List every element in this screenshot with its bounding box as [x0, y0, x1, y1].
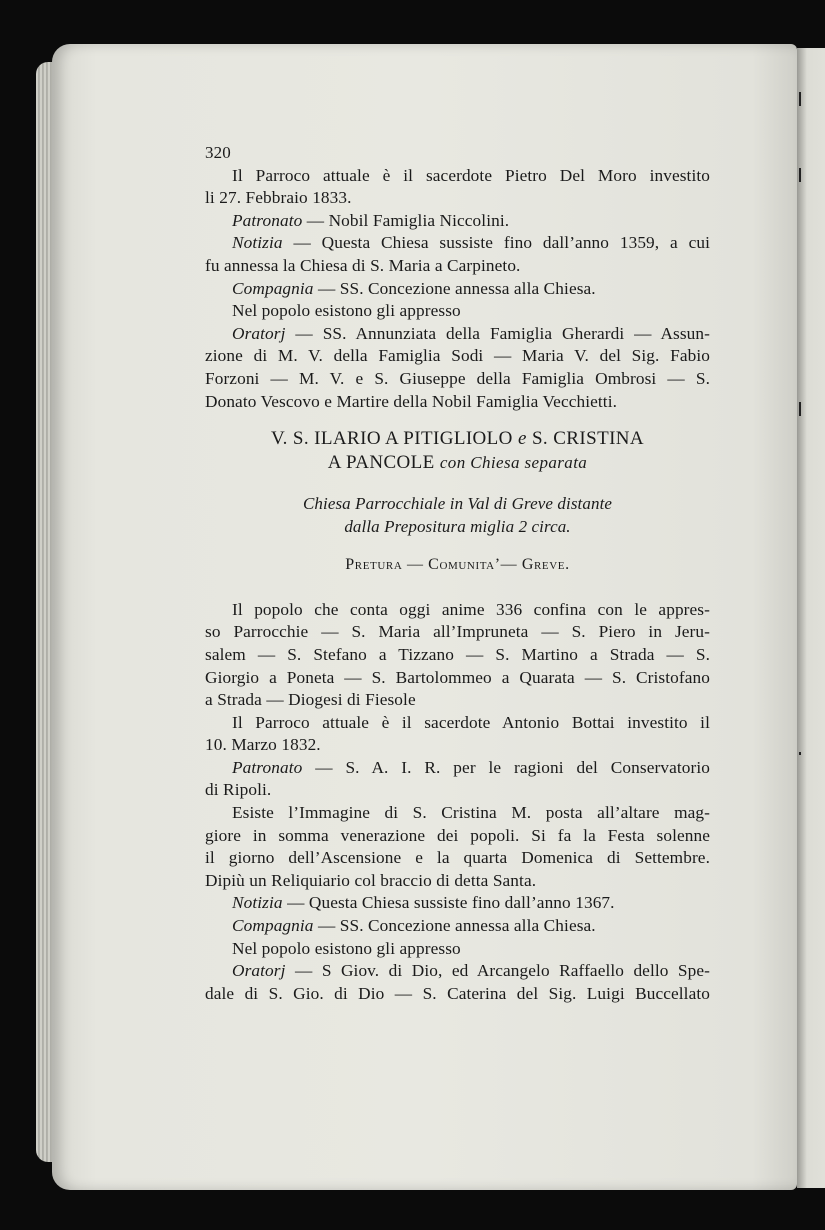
text-line: salem — S. Stefano a Tizzano — S. Martino a Strada — S.: [205, 644, 710, 664]
facing-page-edge: [797, 48, 825, 1188]
page-text: [205, 142, 710, 1005]
text-line: Notizia — Questa Chiesa sussiste fino dall’anno 1359, a cui: [232, 233, 710, 253]
text-line: Notizia — Questa Chiesa sussiste fino dall’anno 1367.: [232, 893, 615, 913]
text-line: Il Parroco attuale è il sacerdote Antonio Bottai investito il: [232, 712, 710, 732]
text-line: Patronato — S. A. I. R. per le ragioni del Conservatorio: [232, 757, 710, 777]
text-line: Dipiù un Reliquiario col braccio di detta Santa.: [205, 870, 537, 890]
gutter-mark: [799, 752, 801, 755]
text-line: Donato Vescovo e Martire della Nobil Famiglia Vecchietti.: [205, 391, 618, 411]
gutter-mark: [799, 168, 801, 182]
text-line: Nel popolo esistono gli appresso: [232, 938, 461, 958]
text-line: Compagnia — SS. Concezione annessa alla Chiesa.: [232, 916, 596, 936]
text-line: il giorno dell’Ascensione e la quarta Domenica di Settembre.: [205, 848, 710, 868]
gutter-mark: [799, 92, 801, 106]
label-patronato: Patronato: [232, 210, 303, 230]
text-line: li 27. Febbraio 1833.: [205, 188, 352, 208]
jurisdiction-line: Pretura — Comunita’— Greve.: [345, 556, 570, 574]
text-line: Esiste l’Immagine di S. Cristina M. posta all’altare mag-: [232, 803, 710, 823]
page-number: 320: [205, 143, 231, 162]
label-oratorj: Oratorj: [232, 323, 286, 343]
text-line: so Parrocchie — S. Maria all’Impruneta — S. Piero in Jeru-: [205, 622, 710, 642]
text-line: Nel popolo esistono gli appresso: [232, 301, 461, 321]
section-subheading: Chiesa Parrocchiale in Val di Greve distante dalla Prepositura miglia 2 circa.: [302, 494, 613, 537]
label-notizia: Notizia: [232, 233, 283, 253]
section-heading: V. S. ILARIO A PITIGLIOLO e S. CRISTINA A PANCOLE con Chiesa separata: [270, 428, 645, 474]
text-line: Il popolo che conta oggi anime 336 confina con le appres-: [232, 599, 710, 619]
text-line: Patronato — Nobil Famiglia Niccolini.: [232, 210, 510, 230]
text-line: a Strada — Diogesi di Fiesole: [205, 690, 416, 710]
text-line: dale di S. Gio. di Dio — S. Caterina del Sig. Luigi Buccellato: [205, 983, 710, 1003]
text-line: Forzoni — M. V. e S. Giuseppe della Famiglia Ombrosi — S.: [205, 368, 710, 388]
text-line: di Ripoli.: [205, 780, 272, 800]
text-line: giore in somma venerazione dei popoli. Si fa la Festa solenne: [205, 825, 710, 845]
gutter-mark: [799, 402, 801, 416]
text-line: Oratorj — S Giov. di Dio, ed Arcangelo Raffaello dello Spe-: [232, 961, 711, 981]
text-line: fu annessa la Chiesa di S. Maria a Carpineto.: [205, 255, 521, 275]
text-line: Oratorj — SS. Annunziata della Famiglia Gherardi — Assun-: [232, 323, 711, 343]
label-compagnia: Compagnia: [232, 278, 314, 298]
text-line: Giorgio a Poneta — S. Bartolommeo a Quarata — S. Cristofano: [205, 667, 710, 687]
text-line: Il Parroco attuale è il sacerdote Pietro Del Moro investito: [232, 165, 710, 185]
text-line: Compagnia — SS. Concezione annessa alla Chiesa.: [232, 278, 596, 298]
text-line: zione di M. V. della Famiglia Sodi — Maria V. del Sig. Fabio: [205, 346, 710, 366]
text-line: 10. Marzo 1832.: [205, 735, 321, 755]
